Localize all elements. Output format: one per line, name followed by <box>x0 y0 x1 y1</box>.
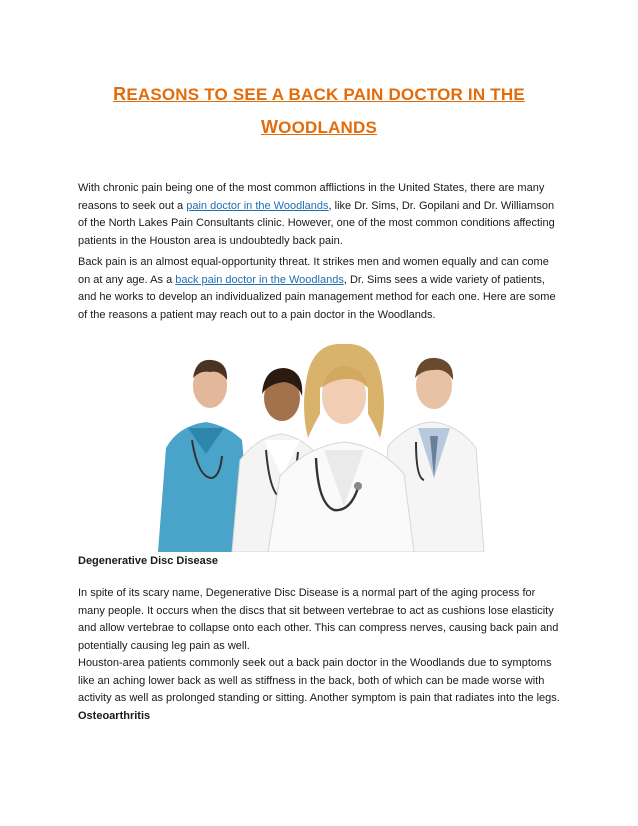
section1-paragraph-2: Houston-area patients commonly seek out a back pain doctor in the Woodlands due to symptoms like an aching lower back as well as stiffness in the back, both of which can be made worse with activity as well as prolonged standing or sitting. Another symptom is pain that radiates into the legs. <box>78 657 560 704</box>
title-line-1: REASONS TO SEE A BACK PAIN DOCTOR IN THE <box>113 84 525 104</box>
section1-paragraph-1: In spite of its scary name, Degenerative Disc Disease is a normal part of the aging process for many people. It occurs when the discs that sit between vertebrae to act as cushions lose elasticity and allow vertebrae to collapse onto each other. This can compress nerves, causing back pain and potentially causing leg pain as well. <box>78 587 559 652</box>
intro-paragraph-2: Back pain is an almost equal-opportunity threat. It strikes men and women equally and can come on at any age. As a back pain doctor in the Woodlands, Dr. Sims sees a wide variety of patients, and he works to develop an individualized pain management method for each one. Here are some of the reasons a patient may reach out to a pain doctor in the Woodlands. <box>78 256 556 321</box>
doctors-illustration <box>148 328 490 552</box>
pain-doctor-link[interactable]: pain doctor in the Woodlands <box>186 199 329 212</box>
title-line-2: WOODLANDS <box>260 117 378 137</box>
intro-paragraph-1: With chronic pain being one of the most common afflictions in the United States, there are many reasons to seek out a pain doctor in the Woodlands, like Dr. Sims, Dr. Gopilani and Dr. Williamson of the North Lakes Pain Consultants clinic. However, one of the most common conditions affecting patients in the Houston area is undoubtedly back pain. <box>78 182 555 247</box>
doctors-photo <box>148 328 490 552</box>
page-title <box>78 78 560 144</box>
back-pain-doctor-link[interactable]: back pain doctor in the Woodlands <box>175 273 344 286</box>
section-heading-degenerative-disc-disease: Degenerative Disc Disease <box>78 555 219 567</box>
section-heading-osteoarthritis: Osteoarthritis <box>78 710 151 722</box>
